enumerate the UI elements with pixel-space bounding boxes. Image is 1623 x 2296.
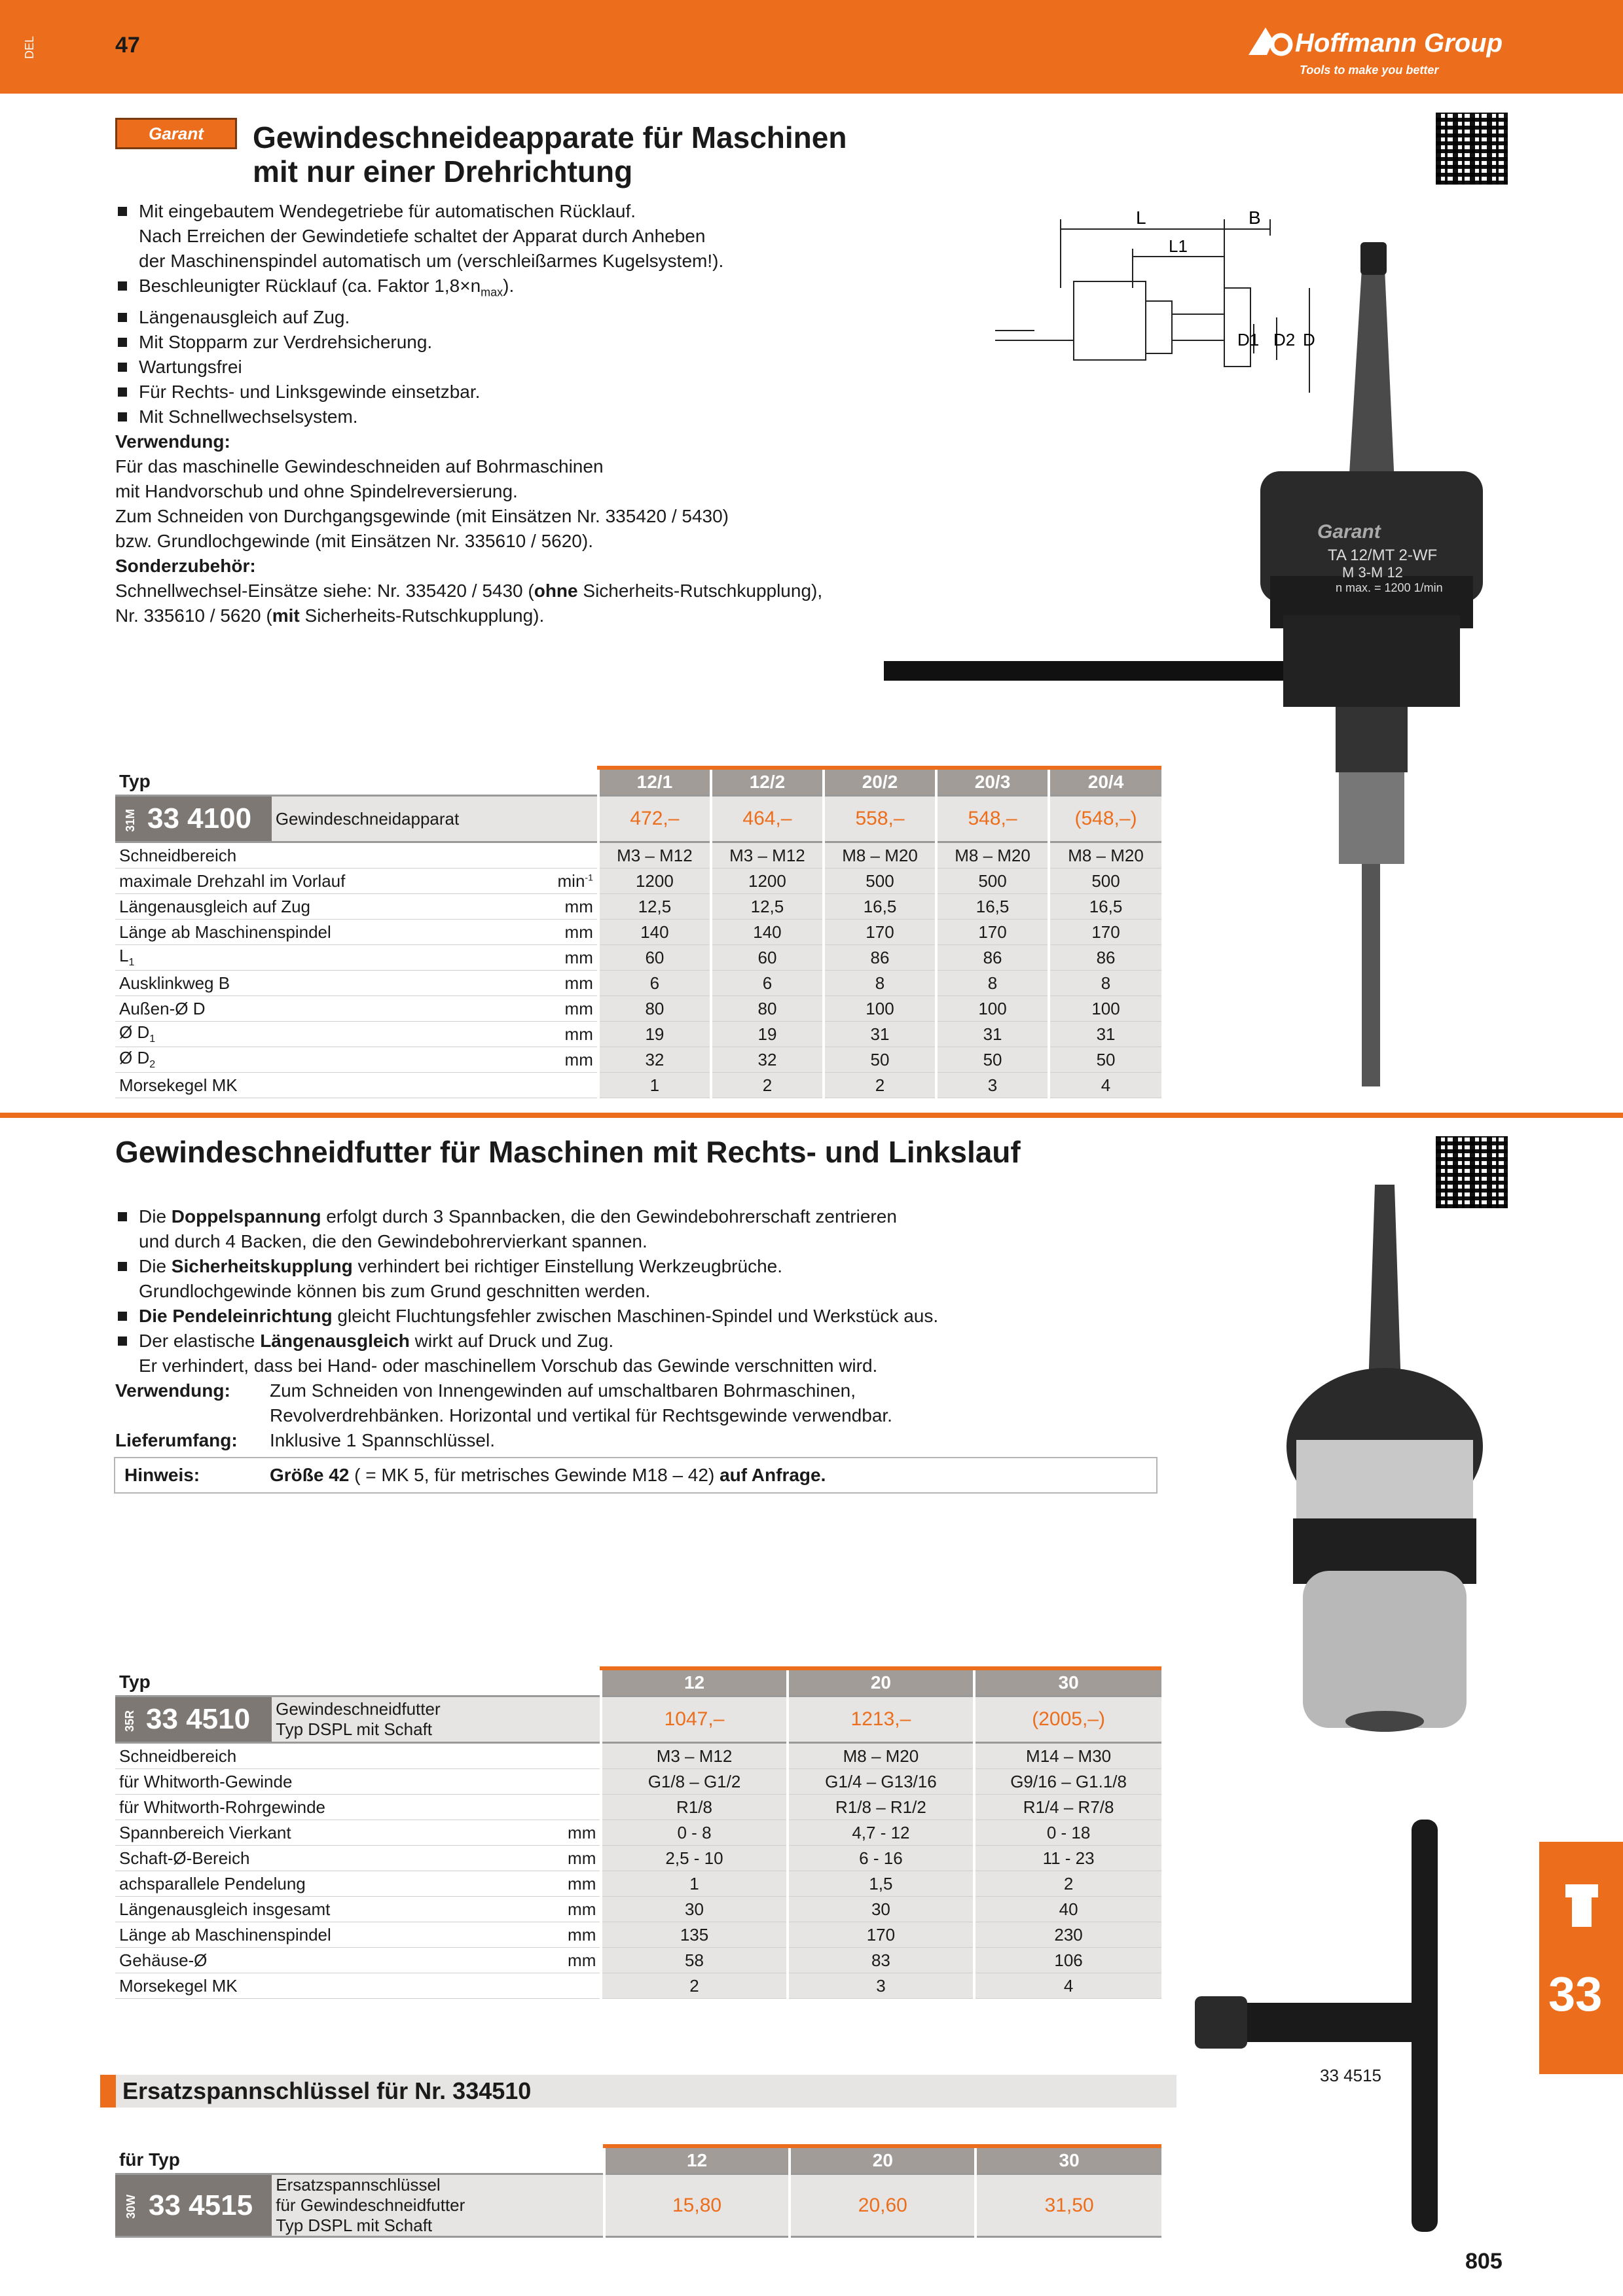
section1-title-line1: Gewindeschneideapparate für Maschinen	[253, 120, 847, 154]
cell-value: 19	[598, 1022, 711, 1047]
cell-value: 12,5	[598, 894, 711, 920]
row-label: maximale Drehzahl im Vorlauf	[115, 869, 528, 894]
row-unit: mm	[528, 920, 598, 945]
col-header: 12	[601, 1668, 787, 1696]
cell-value: 80	[598, 996, 711, 1022]
table-row	[115, 1769, 1161, 1795]
t: wirkt auf Druck und Zug.	[409, 1331, 614, 1351]
t: erfolgt durch 3 Spannbacken, die den Gewindebohrerschaft zentrieren	[321, 1206, 897, 1227]
cell-value: 80	[711, 996, 824, 1022]
bullet-sub: max	[481, 285, 503, 299]
t: Der elastische	[139, 1331, 261, 1351]
cell-value: 16,5	[936, 894, 1049, 920]
row-unit: mm	[530, 1922, 601, 1948]
verwendung-label: Verwendung:	[115, 1380, 230, 1401]
catalog-page-number: 47	[115, 33, 140, 58]
tap-chuck-image	[1283, 1178, 1493, 1754]
cell-value: 500	[1049, 869, 1161, 894]
article-code: 35R	[123, 1710, 137, 1732]
cell-value: 6 - 16	[788, 1846, 975, 1871]
row-label: für Whitworth-Gewinde	[115, 1769, 530, 1795]
table-row	[115, 1022, 1161, 1047]
dim-B: B	[1249, 209, 1261, 228]
cell-value: 58	[601, 1948, 787, 1973]
table-row	[115, 894, 1161, 920]
cell-value: 135	[601, 1922, 787, 1948]
print-line: TA 12/MT 2-WF	[1328, 547, 1438, 564]
t: Die	[139, 1256, 172, 1276]
cell-value: 31	[824, 1022, 936, 1047]
lieferumfang	[115, 1428, 1163, 1453]
bullet	[115, 1254, 1163, 1279]
hinweis-box	[114, 1457, 1158, 1494]
article-number: 30W 33 4515	[115, 2174, 272, 2237]
table-334510-container	[115, 1666, 1161, 1999]
row-label: Ø $D_1$	[115, 1022, 528, 1047]
row-label: Gehäuse-Ø	[115, 1948, 530, 1973]
garant-print: Garant	[1317, 521, 1381, 543]
row-label: Ø $D_2$	[115, 1047, 528, 1073]
cell-value: 40	[974, 1897, 1161, 1922]
section3-title-bar	[100, 2075, 1176, 2108]
cell-value: 30	[788, 1897, 975, 1922]
chapter-number: 33	[1548, 1967, 1603, 2021]
row-unit	[530, 1973, 601, 1999]
cell-value: 1200	[598, 869, 711, 894]
row-unit: mm	[528, 894, 598, 920]
article-number: 31M 33 4100	[115, 796, 272, 842]
row-label: Länge ab Maschinenspindel	[115, 920, 528, 945]
qr-code-1[interactable]	[1436, 113, 1508, 185]
row-unit: mm	[530, 1897, 601, 1922]
verwendung-line: Zum Schneiden von Durchgangsgewinde (mit Einsätzen Nr. 335420 / 5430)	[115, 505, 729, 526]
row-unit: mm	[528, 971, 598, 996]
col-header: 20	[790, 2146, 976, 2174]
row-unit: mm	[528, 1047, 598, 1073]
t: Doppelspannung	[171, 1206, 321, 1227]
chapter-tab[interactable]	[1539, 1842, 1623, 2074]
bullet: Für Rechts- und Linksgewinde einsetzbar.	[115, 380, 1032, 404]
t: Die Pendeleinrichtung	[139, 1306, 333, 1326]
typ-label: Typ	[115, 1668, 601, 1696]
table-row	[115, 1871, 1161, 1897]
row-unit	[530, 1743, 601, 1769]
cell-value: R1/8	[601, 1795, 787, 1820]
row-unit: mm	[528, 945, 598, 971]
price: 558,–	[824, 796, 936, 842]
verwendung-line: Revolverdrehbänken. Horizontal und vertikal für Rechtsgewinde verwendbar.	[270, 1405, 892, 1426]
cell-value: 16,5	[824, 894, 936, 920]
cell-value: 2	[711, 1073, 824, 1098]
cell-value: 100	[824, 996, 936, 1022]
row-label: Morsekegel MK	[115, 1973, 530, 1999]
cell-value: 2	[601, 1973, 787, 1999]
price: 548,–	[936, 796, 1049, 842]
section1-title	[253, 120, 847, 188]
table-header	[115, 1668, 1161, 1696]
cell-value: 50	[824, 1047, 936, 1073]
spec-table	[115, 766, 1161, 1098]
table-row	[115, 996, 1161, 1022]
t: gleicht Fluchtungsfehler zwischen Maschinen-Spindel und Werkstück aus.	[332, 1306, 939, 1326]
wrench-caption: 33 4515	[1320, 2066, 1381, 2085]
cell-value: 60	[598, 945, 711, 971]
table-row	[115, 920, 1161, 945]
row-label: Länge ab Maschinenspindel	[115, 1922, 530, 1948]
cell-value: R1/8 – R1/2	[788, 1795, 975, 1820]
tap-icon	[1559, 1881, 1605, 1933]
row-unit	[528, 842, 598, 869]
cell-value: 6	[711, 971, 824, 996]
cell-value: 100	[936, 996, 1049, 1022]
table-row	[115, 1973, 1161, 1999]
brand-name: Hoffmann Group	[1295, 29, 1503, 58]
row-label: Schneidbereich	[115, 1743, 530, 1769]
sonder-line	[115, 603, 901, 628]
col-header: 30	[974, 1668, 1161, 1696]
section1-title-line2: mit nur einer Drehrichtung	[253, 154, 633, 188]
cell-value: R1/4 – R7/8	[974, 1795, 1161, 1820]
article-name: Gewindeschneidapparat	[272, 796, 598, 842]
t: Sicherheits-Rutschkupplung).	[299, 605, 545, 626]
price: 464,–	[711, 796, 824, 842]
hinweis-label: Hinweis:	[124, 1465, 200, 1485]
bullet	[115, 1304, 1163, 1329]
table-row	[115, 1047, 1161, 1073]
row-label: Schaft-Ø-Bereich	[115, 1846, 530, 1871]
bullet-cont: der Maschinenspindel automatisch um (verschleißarmes Kugelsystem!).	[139, 251, 724, 271]
typ-label: Typ	[115, 768, 598, 796]
table-row	[115, 842, 1161, 869]
table-row	[115, 971, 1161, 996]
row-label: $L_1$	[115, 945, 528, 971]
verwendung-line: Zum Schneiden von Innengewinden auf umschaltbaren Bohrmaschinen,	[270, 1380, 856, 1401]
cell-value: 170	[936, 920, 1049, 945]
cell-value: 86	[1049, 945, 1161, 971]
bullet-text: ).	[503, 276, 515, 296]
dim-D: D	[1303, 330, 1315, 350]
section-separator	[0, 1113, 1623, 1118]
section2-title-wrap	[115, 1135, 1021, 1169]
spec-table	[115, 1666, 1161, 1999]
row-label: Außen-Ø D	[115, 996, 528, 1022]
cell-value: 19	[711, 1022, 824, 1047]
col-header: 20/3	[936, 768, 1049, 796]
t-wrench-image	[1185, 1813, 1525, 2238]
cell-value: M3 – M12	[598, 842, 711, 869]
cell-value: 1,5	[788, 1871, 975, 1897]
bullet: Mit Schnellwechselsystem.	[115, 404, 1032, 429]
cell-value: M8 – M20	[1049, 842, 1161, 869]
cell-value: 170	[824, 920, 936, 945]
col-header: 12/2	[711, 768, 824, 796]
bullet-cont: Nach Erreichen der Gewindetiefe schaltet der Apparat durch Anheben	[139, 226, 706, 246]
dim-D2: D2	[1273, 330, 1296, 350]
bullet-text: Beschleunigter Rücklauf (ca. Faktor 1,8×n	[139, 276, 481, 296]
bullet: Mit eingebautem Wendegetriebe für automatischen Rücklauf.	[115, 199, 1032, 224]
cell-value: 12,5	[711, 894, 824, 920]
cell-value: 31	[936, 1022, 1049, 1047]
price: 31,50	[976, 2174, 1161, 2237]
bullet-cont: und durch 4 Backen, die den Gewindebohrervierkant spannen.	[139, 1231, 647, 1251]
row-unit: mm	[528, 996, 598, 1022]
cell-value: 4,7 - 12	[788, 1820, 975, 1846]
cell-value: 0 - 18	[974, 1820, 1161, 1846]
cell-value: 0 - 8	[601, 1820, 787, 1846]
brand-tagline: Tools to make you better	[1300, 63, 1439, 77]
cell-value: 500	[936, 869, 1049, 894]
cell-value: 32	[711, 1047, 824, 1073]
col-header: 20/4	[1049, 768, 1161, 796]
cell-value: 3	[788, 1973, 975, 1999]
row-unit	[530, 1769, 601, 1795]
cell-value: 2,5 - 10	[601, 1846, 787, 1871]
row-label: Ausklinkweg B	[115, 971, 528, 996]
table-row	[115, 1073, 1161, 1098]
cell-value: M8 – M20	[824, 842, 936, 869]
cell-value: G1/4 – G13/16	[788, 1769, 975, 1795]
cell-value: 16,5	[1049, 894, 1161, 920]
liefer-text: Inklusive 1 Spannschlüssel.	[270, 1430, 495, 1450]
row-unit: mm	[530, 1871, 601, 1897]
cell-value: 8	[824, 971, 936, 996]
sonder-label: Sonderzubehör:	[115, 555, 256, 576]
cell-value: 86	[936, 945, 1049, 971]
t: auf Anfrage.	[720, 1465, 826, 1485]
table-row	[115, 1795, 1161, 1820]
col-header: 20	[788, 1668, 975, 1696]
cell-value: 140	[711, 920, 824, 945]
row-label: Längenausgleich auf Zug	[115, 894, 528, 920]
bullet	[115, 1204, 1163, 1229]
cell-value: 140	[598, 920, 711, 945]
cell-value: 4	[974, 1973, 1161, 1999]
cell-value: M8 – M20	[788, 1743, 975, 1769]
bullet-cont: Grundlochgewinde können bis zum Grund geschnitten werden.	[139, 1281, 651, 1301]
table-row	[115, 869, 1161, 894]
article-code: 30W	[124, 2195, 138, 2219]
bullet: Wartungsfrei	[115, 355, 1032, 380]
col-header: 30	[976, 2146, 1161, 2174]
price: 1213,–	[788, 1696, 975, 1743]
table-row	[115, 1897, 1161, 1922]
table-334515-container	[115, 2144, 1161, 2238]
cell-value: 50	[1049, 1047, 1161, 1073]
verwendung	[115, 1378, 1163, 1428]
cell-value: M3 – M12	[601, 1743, 787, 1769]
cell-value: 6	[598, 971, 711, 996]
article-name: Gewindeschneidfutter Typ DSPL mit Schaft	[272, 1696, 601, 1743]
price: 472,–	[598, 796, 711, 842]
cell-value: 30	[601, 1897, 787, 1922]
t: ohne	[534, 580, 578, 601]
print-line: n max. = 1200 1/min	[1336, 581, 1443, 594]
cell-value: M3 – M12	[711, 842, 824, 869]
table-header	[115, 2146, 1161, 2174]
row-unit: mm	[528, 1022, 598, 1047]
cell-value: 11 - 23	[974, 1846, 1161, 1871]
cell-value: 1	[601, 1871, 787, 1897]
cell-value: 3	[936, 1073, 1049, 1098]
cell-value: 1200	[711, 869, 824, 894]
spec-table	[115, 2144, 1161, 2238]
dim-L1: L1	[1169, 236, 1188, 256]
price: 20,60	[790, 2174, 976, 2237]
row-label: Schneidbereich	[115, 842, 528, 869]
cell-value: M14 – M30	[974, 1743, 1161, 1769]
article-code: 31M	[124, 808, 137, 832]
cell-value: 8	[936, 971, 1049, 996]
t: mit	[272, 605, 300, 626]
t: Sicherheits-Rutschkupplung),	[577, 580, 823, 601]
article-name: Ersatzspannschlüssel für Gewindeschneidfutter Typ DSPL mit Schaft	[272, 2174, 604, 2237]
table-row	[115, 1948, 1161, 1973]
table-row	[115, 1922, 1161, 1948]
section2-body	[115, 1204, 1163, 1453]
table-row	[115, 1820, 1161, 1846]
table-334100-container	[115, 766, 1161, 1098]
verwendung-line: Für das maschinelle Gewindeschneiden auf Bohrmaschinen	[115, 456, 604, 476]
cell-value: 50	[936, 1047, 1049, 1073]
row-label: Längenausgleich insgesamt	[115, 1897, 530, 1922]
bullet	[115, 1329, 1163, 1354]
article-row	[115, 1696, 1161, 1743]
language-code: DEL	[23, 35, 37, 60]
t: verhindert bei richtiger Einstellung Werkzeugbrüche.	[352, 1256, 782, 1276]
col-header: 12/1	[598, 768, 711, 796]
garant-badge: Garant	[115, 118, 237, 149]
price: (548,–)	[1049, 796, 1161, 842]
row-unit: mm	[530, 1846, 601, 1871]
bullet: Längenausgleich auf Zug.	[115, 305, 1032, 330]
row-unit	[528, 1073, 598, 1098]
cell-value: 31	[1049, 1022, 1161, 1047]
bullet-cont: Er verhindert, dass bei Hand- oder maschinellem Vorschub das Gewinde verschnitten wird.	[139, 1355, 878, 1376]
verwendung-label: Verwendung:	[115, 431, 230, 452]
price: (2005,–)	[974, 1696, 1161, 1743]
article-row	[115, 2174, 1161, 2237]
cell-value: G9/16 – G1.1/8	[974, 1769, 1161, 1795]
t: Längenausgleich	[260, 1331, 410, 1351]
cell-value: 86	[824, 945, 936, 971]
article-number: 35R 33 4510	[115, 1696, 272, 1743]
row-label: Morsekegel MK	[115, 1073, 528, 1098]
price: 15,80	[604, 2174, 790, 2237]
cell-value: 2	[974, 1871, 1161, 1897]
cell-value: 230	[974, 1922, 1161, 1948]
t: ( = MK 5, für metrisches Gewinde M18 – 42)	[349, 1465, 720, 1485]
section3-title: Ersatzspannschlüssel für Nr. 334510	[122, 2077, 532, 2104]
cell-value: 170	[1049, 920, 1161, 945]
row-label: für Whitworth-Rohrgewinde	[115, 1795, 530, 1820]
cell-value: 8	[1049, 971, 1161, 996]
row-unit: mm	[530, 1948, 601, 1973]
cell-value: 170	[788, 1922, 975, 1948]
section2-title: Gewindeschneidfutter für Maschinen mit Rechts- und Linkslauf	[115, 1135, 1021, 1169]
row-unit	[530, 1795, 601, 1820]
col-header: 12	[604, 2146, 790, 2174]
row-label: achsparallele Pendelung	[115, 1871, 530, 1897]
table-row	[115, 1743, 1161, 1769]
footer-page-number: 805	[1465, 2249, 1503, 2274]
cell-value: 4	[1049, 1073, 1161, 1098]
table-row	[115, 1846, 1161, 1871]
liefer-label: Lieferumfang:	[115, 1430, 238, 1450]
row-unit: mm	[530, 1820, 601, 1846]
row-unit: $\min^{-1}$	[528, 869, 598, 894]
t: Sicherheitskupplung	[171, 1256, 353, 1276]
bullet: Mit Stopparm zur Verdrehsicherung.	[115, 330, 1032, 355]
cell-value: 32	[598, 1047, 711, 1073]
cell-value: 500	[824, 869, 936, 894]
cell-value: 1	[598, 1073, 711, 1098]
cell-value: 2	[824, 1073, 936, 1098]
cell-value: 100	[1049, 996, 1161, 1022]
verwendung-line: mit Handvorschub und ohne Spindelreversierung.	[115, 480, 518, 501]
t: Größe 42	[270, 1465, 350, 1485]
cell-value: G1/8 – G1/2	[601, 1769, 787, 1795]
t: Nr. 335610 / 5620 (	[115, 605, 272, 626]
col-header: 20/2	[824, 768, 936, 796]
hoffmann-logo-icon	[1247, 25, 1293, 58]
row-label: Spannbereich Vierkant	[115, 1820, 530, 1846]
price: 1047,–	[601, 1696, 787, 1743]
t: Die	[139, 1206, 172, 1227]
dim-D1: D1	[1237, 330, 1260, 350]
typ-label: für Typ	[115, 2146, 604, 2174]
table-row	[115, 945, 1161, 971]
cell-value: 60	[711, 945, 824, 971]
cell-value: 83	[788, 1948, 975, 1973]
cell-value: M8 – M20	[936, 842, 1049, 869]
sonder-line	[115, 579, 901, 603]
table-header	[115, 768, 1161, 796]
print-line: M 3-M 12	[1342, 564, 1403, 581]
verwendung-line: bzw. Grundlochgewinde (mit Einsätzen Nr. 335610 / 5620).	[115, 530, 593, 551]
article-row	[115, 796, 1161, 842]
cell-value: 106	[974, 1948, 1161, 1973]
t: Schnellwechsel-Einsätze siehe: Nr. 335420 / 5430 (	[115, 580, 534, 601]
dim-L: L	[1136, 209, 1146, 228]
